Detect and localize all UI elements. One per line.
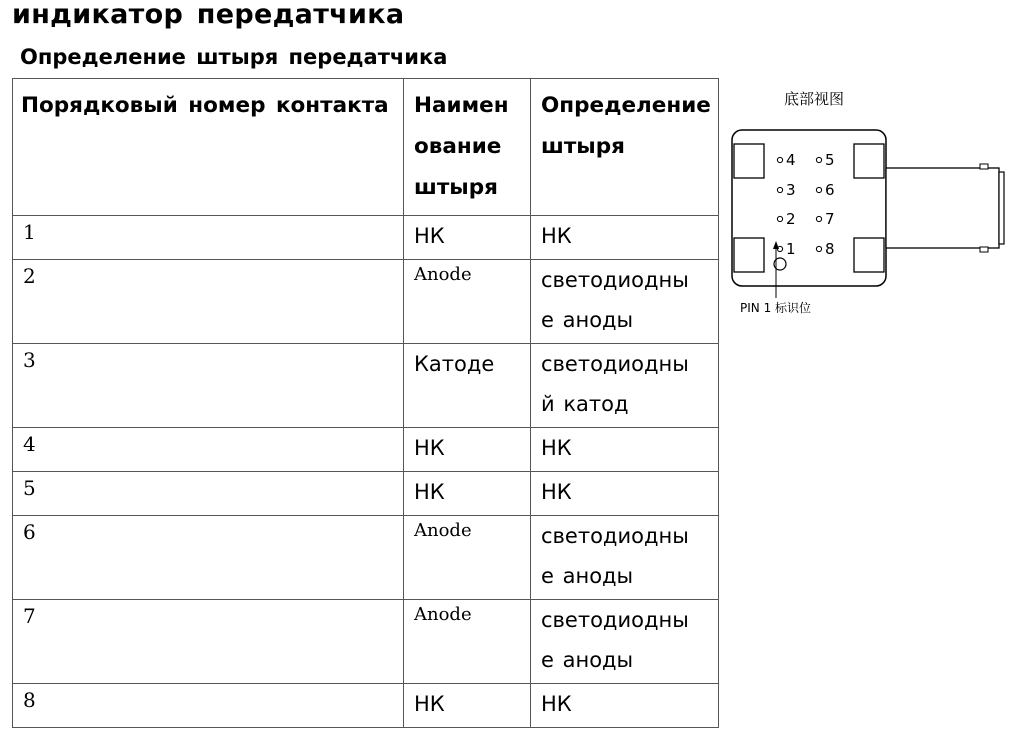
pin-number: 1 <box>13 216 404 260</box>
table-header-row <box>13 79 719 216</box>
table-row <box>13 600 719 684</box>
pin-name: НК <box>404 684 531 728</box>
table-row <box>13 344 719 428</box>
pin-label: 2 <box>786 210 796 228</box>
table-row <box>13 472 719 516</box>
pin-definition: НК <box>531 216 719 260</box>
pin-name: Anode <box>404 600 531 684</box>
header-pin-number: Порядковый номер контакта <box>13 79 404 216</box>
table-row <box>13 428 719 472</box>
pin-definition: светодиодны е аноды <box>531 516 719 600</box>
pin-definition: НК <box>531 684 719 728</box>
pin-number: 2 <box>13 260 404 344</box>
pin-definition: светодиодны е аноды <box>531 600 719 684</box>
pin-name: Катоде <box>404 344 531 428</box>
pin-name: НК <box>404 428 531 472</box>
pin-label: 6 <box>825 181 835 199</box>
header-pin-name: Наимен ование штыря <box>404 79 531 216</box>
page-heading: индикатор передатчика <box>12 0 405 30</box>
pin-number: 5 <box>13 472 404 516</box>
pin-name: Anode <box>404 260 531 344</box>
bottom-view-diagram <box>728 86 1018 326</box>
table-row <box>13 516 719 600</box>
pin-number: 8 <box>13 684 404 728</box>
bottom-view-title: 底部视图 <box>784 90 845 108</box>
pin-definition-table <box>12 78 719 728</box>
table-row <box>13 684 719 728</box>
connector-outline <box>728 86 1018 326</box>
section-heading: Определение штыря передатчика <box>20 45 448 69</box>
pin-definition: НК <box>531 428 719 472</box>
pin-label: 1 <box>786 240 796 258</box>
pin-label: 5 <box>825 151 835 169</box>
pin-definition: НК <box>531 472 719 516</box>
pin-label: 4 <box>786 151 796 169</box>
table-row <box>13 216 719 260</box>
header-pin-definition: Определение штыря <box>531 79 719 216</box>
pin-number: 4 <box>13 428 404 472</box>
pin-definition: светодиодны е аноды <box>531 260 719 344</box>
pin1-marker-label: PIN 1 标识位 <box>740 301 812 315</box>
pin-definition: светодиодны й катод <box>531 344 719 428</box>
pin-number: 7 <box>13 600 404 684</box>
pin-number: 3 <box>13 344 404 428</box>
pin-label: 8 <box>825 240 835 258</box>
pin-number: 6 <box>13 516 404 600</box>
pin-name: НК <box>404 216 531 260</box>
table-row <box>13 260 719 344</box>
pin-label: 3 <box>786 181 796 199</box>
pin-name: НК <box>404 472 531 516</box>
pin-name: Anode <box>404 516 531 600</box>
pin-label: 7 <box>825 210 835 228</box>
